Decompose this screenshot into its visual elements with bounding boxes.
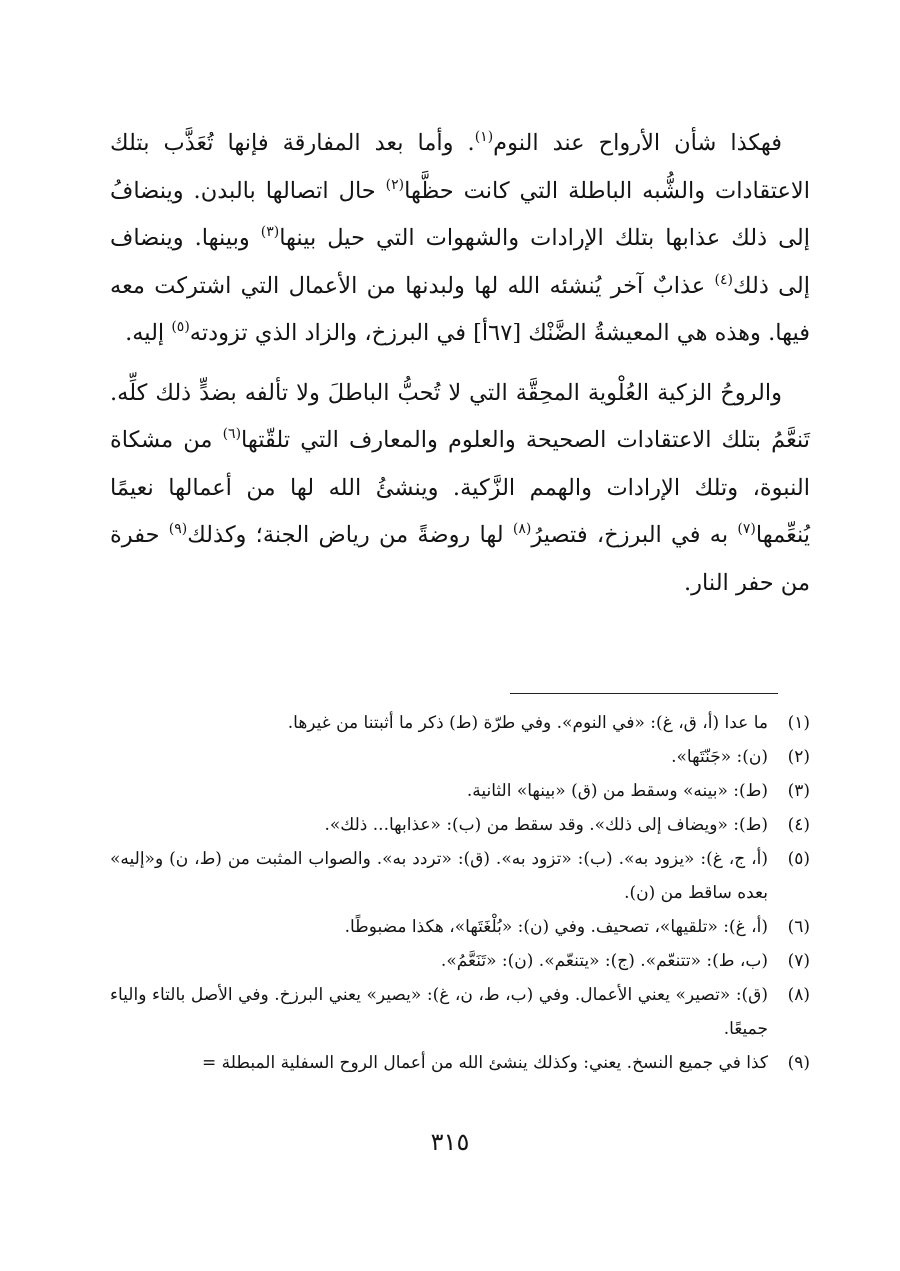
footnote-ref: (١) bbox=[474, 129, 494, 145]
text-run: إليه. bbox=[125, 320, 172, 346]
footnote-number: (٤) bbox=[787, 815, 810, 835]
text-run: حفرة من حفر النار. bbox=[110, 522, 810, 596]
footnote-ref: (٦) bbox=[222, 426, 242, 442]
text-run: من مشكاة النبوة، وتلك الإرادات والهمم الزَّكية. وينشئُ الله لها من أعمالها نعيمًا يُنعِّمها bbox=[110, 427, 810, 548]
footnote-text: كذا في جميع النسخ. يعني: وكذلك ينشئ الله من أعمال الروح السفلية المبطلة = bbox=[202, 1053, 768, 1073]
footnotes bbox=[110, 706, 810, 1080]
text-run: عذابٌ آخر يُنشئه الله لها ولبدنها من الأعمال التي اشتركت معه فيها. وهذه هي المعيشةُ الضَّنْك [٦٧أ] في البرزخ، والزاد الذي تزودته bbox=[110, 272, 810, 346]
footnote-number: (٩) bbox=[787, 1053, 810, 1073]
footnote-ref: (٤) bbox=[714, 271, 733, 288]
text-run: لها روضةً من رياض الجنة؛ وكذلك bbox=[187, 522, 513, 548]
footnote-ref: (٢) bbox=[385, 176, 405, 193]
footnote-number: (٧) bbox=[787, 951, 810, 971]
footnote-number: (٨) bbox=[787, 985, 810, 1005]
page-number: ٣١٥ bbox=[430, 1128, 470, 1156]
footnote-text: (ب، ط): «تتنعّم». (ج): «يتنعّم». (ن): «تَنَعَّمُ». bbox=[440, 951, 768, 971]
footnote-number: (٣) bbox=[787, 781, 810, 801]
footnote-item bbox=[110, 944, 810, 978]
footnote-text: (ط): «بينه» وسقط من (ق) «بينها» الثانية. bbox=[466, 781, 768, 801]
footnote-text: (ن): «جَنّتَها». bbox=[671, 747, 768, 767]
footnote-separator bbox=[510, 693, 778, 694]
text-run: وبينها. وينضاف إلى ذلك bbox=[110, 225, 810, 299]
paragraph-1 bbox=[110, 120, 810, 358]
footnote-item bbox=[110, 978, 810, 1046]
text-run: فهكذا شأن الأرواح عند النوم bbox=[493, 130, 782, 156]
text-run: . وأما بعد المفارقة فإنها تُعَذَّب بتلك الاعتقادات والشُّبه الباطلة التي كانت حظَّها bbox=[110, 130, 810, 204]
footnote-item bbox=[110, 808, 810, 842]
footnote-ref: (٥) bbox=[171, 319, 190, 335]
footnote-number: (٥) bbox=[787, 849, 810, 869]
footnote-text: (ط): «ويضاف إلى ذلك». وقد سقط من (ب): «عذابها... ذلك». bbox=[324, 815, 768, 835]
footnote-item bbox=[110, 1046, 810, 1080]
footnote-item bbox=[110, 842, 810, 910]
footnote-item bbox=[110, 774, 810, 808]
footnote-ref: (٧) bbox=[737, 521, 756, 537]
text-run: والروحُ الزكية العُلْوية المحِقَّة التي لا تُحبُّ الباطلَ ولا تألفه بضدٍّ ذلك كلِّه. تَنعَّمُ بتلك الاعتقادات الصحيحة والعلوم والمعارف التي تلقّتها bbox=[110, 379, 810, 453]
footnote-text: ما عدا (أ، ق، غ): «في النوم». وفي طرّة (ط) ذكر ما أثبتنا من غيرها. bbox=[287, 713, 768, 733]
text-run: حال اتصالها بالبدن. وينضافُ إلى ذلك عذابها بتلك الإرادات والشهوات التي حيل بينها bbox=[110, 177, 810, 251]
footnote-ref: (٨) bbox=[512, 521, 532, 537]
footnote-ref: (٣) bbox=[260, 224, 280, 240]
footnote-number: (٦) bbox=[787, 917, 810, 937]
footnote-item bbox=[110, 740, 810, 774]
footnote-text: (ق): «تصير» يعني الأعمال. وفي (ب، ط، ن، غ): «يصير» يعني البرزخ. وفي الأصل بالتاء والياء جميعًا. bbox=[110, 985, 768, 1039]
footnote-number: (١) bbox=[787, 713, 810, 733]
footnote-ref: (٩) bbox=[168, 521, 188, 537]
footnote-item bbox=[110, 910, 810, 944]
footnote-item bbox=[110, 706, 810, 740]
footnote-text: (أ، غ): «تلقيها»، تصحيف. وفي (ن): «بُلْغَتَها»، هكذا مضبوطًا. bbox=[344, 917, 768, 937]
footnote-number: (٢) bbox=[787, 747, 810, 767]
main-text bbox=[110, 120, 810, 607]
footnote-text: (أ، ج، غ): «يزود به». (ب): «تزود به». (ق): «تردد به». والصواب المثبت من (ط، ن) و«إليه» بعده ساقط من (ن). bbox=[110, 849, 768, 903]
text-run: به في البرزخ، فتصيرُ bbox=[531, 522, 738, 548]
paragraph-2 bbox=[110, 370, 810, 608]
